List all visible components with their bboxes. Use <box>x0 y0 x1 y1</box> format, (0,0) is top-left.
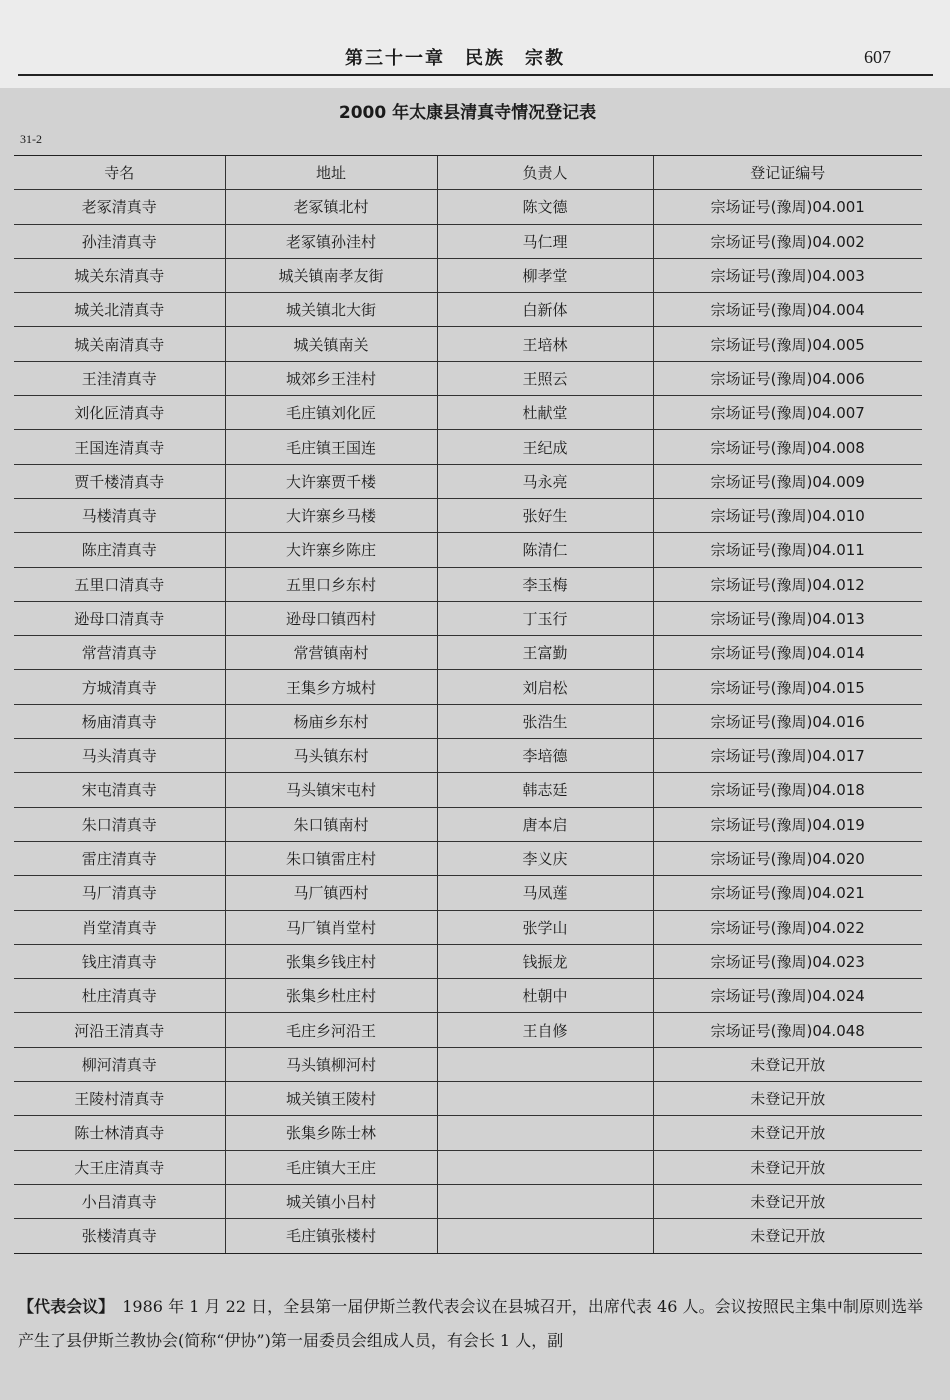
cell-address: 毛庄乡河沿王 <box>225 1013 437 1047</box>
cell-person-in-charge: 陈清仁 <box>437 533 653 567</box>
cell-certificate-number: 宗场证号(豫周)04.011 <box>653 533 922 567</box>
table-row <box>14 361 922 395</box>
table-row <box>14 293 922 327</box>
cell-certificate-number: 未登记开放 <box>653 1116 922 1150</box>
cell-mosque-name: 杨庙清真寺 <box>14 704 225 738</box>
cell-person-in-charge: 马永亮 <box>437 464 653 498</box>
cell-certificate-number: 宗场证号(豫周)04.018 <box>653 773 922 807</box>
cell-mosque-name: 五里口清真寺 <box>14 567 225 601</box>
cell-certificate-number: 宗场证号(豫周)04.014 <box>653 636 922 670</box>
cell-person-in-charge: 王照云 <box>437 361 653 395</box>
cell-certificate-number: 宗场证号(豫周)04.023 <box>653 944 922 978</box>
cell-person-in-charge: 钱振龙 <box>437 944 653 978</box>
cell-mosque-name: 雷庄清真寺 <box>14 841 225 875</box>
table-number: 31-2 <box>20 132 42 146</box>
table-row <box>14 533 922 567</box>
cell-mosque-name: 老冢清真寺 <box>14 190 225 224</box>
cell-certificate-number: 宗场证号(豫周)04.003 <box>653 258 922 292</box>
cell-person-in-charge: 杜献堂 <box>437 396 653 430</box>
cell-address: 张集乡钱庄村 <box>225 944 437 978</box>
table-row <box>14 1219 922 1253</box>
cell-person-in-charge: 丁玉行 <box>437 601 653 635</box>
cell-mosque-name: 杜庄清真寺 <box>14 979 225 1013</box>
cell-certificate-number: 未登记开放 <box>653 1219 922 1253</box>
table-row <box>14 1184 922 1218</box>
cell-person-in-charge: 王培林 <box>437 327 653 361</box>
cell-certificate-number: 宗场证号(豫周)04.006 <box>653 361 922 395</box>
table-row <box>14 396 922 430</box>
cell-mosque-name: 肖堂清真寺 <box>14 910 225 944</box>
cell-person-in-charge: 唐本启 <box>437 807 653 841</box>
cell-person-in-charge <box>437 1184 653 1218</box>
cell-address: 毛庄镇大王庄 <box>225 1150 437 1184</box>
cell-mosque-name: 城关南清真寺 <box>14 327 225 361</box>
cell-address: 城关镇南关 <box>225 327 437 361</box>
cell-mosque-name: 贾千楼清真寺 <box>14 464 225 498</box>
cell-certificate-number: 未登记开放 <box>653 1082 922 1116</box>
cell-address: 马头镇宋屯村 <box>225 773 437 807</box>
chapter-heading: 第三十一章 民族 宗教 <box>345 48 565 69</box>
table-row <box>14 979 922 1013</box>
cell-certificate-number: 宗场证号(豫周)04.021 <box>653 876 922 910</box>
table-row <box>14 464 922 498</box>
cell-address: 老冢镇孙洼村 <box>225 224 437 258</box>
cell-mosque-name: 城关东清真寺 <box>14 258 225 292</box>
cell-person-in-charge: 白新体 <box>437 293 653 327</box>
cell-certificate-number: 宗场证号(豫周)04.001 <box>653 190 922 224</box>
table-header-row <box>14 156 922 190</box>
cell-address: 大许寨乡陈庄 <box>225 533 437 567</box>
table-title: 2000 年太康县清真寺情况登记表 <box>338 103 597 123</box>
table-row <box>14 190 922 224</box>
table-row <box>14 910 922 944</box>
cell-address: 常营镇南村 <box>225 636 437 670</box>
table-row <box>14 807 922 841</box>
cell-address: 马厂镇西村 <box>225 876 437 910</box>
cell-address: 毛庄镇刘化匠 <box>225 396 437 430</box>
cell-mosque-name: 王陵村清真寺 <box>14 1082 225 1116</box>
cell-mosque-name: 城关北清真寺 <box>14 293 225 327</box>
cell-person-in-charge: 刘启松 <box>437 670 653 704</box>
cell-address: 大许寨贾千楼 <box>225 464 437 498</box>
cell-address: 朱口镇南村 <box>225 807 437 841</box>
column-header-address: 地址 <box>225 156 437 190</box>
table-row <box>14 1082 922 1116</box>
cell-person-in-charge <box>437 1116 653 1150</box>
cell-certificate-number: 宗场证号(豫周)04.004 <box>653 293 922 327</box>
cell-person-in-charge: 马凤莲 <box>437 876 653 910</box>
cell-certificate-number: 宗场证号(豫周)04.007 <box>653 396 922 430</box>
cell-address: 城关镇王陵村 <box>225 1082 437 1116</box>
cell-person-in-charge: 柳孝堂 <box>437 258 653 292</box>
cell-address: 老冢镇北村 <box>225 190 437 224</box>
table-row <box>14 636 922 670</box>
cell-address: 杨庙乡东村 <box>225 704 437 738</box>
cell-mosque-name: 马厂清真寺 <box>14 876 225 910</box>
table-row <box>14 1047 922 1081</box>
cell-address: 张集乡杜庄村 <box>225 979 437 1013</box>
table-row <box>14 670 922 704</box>
cell-address: 五里口乡东村 <box>225 567 437 601</box>
table-row <box>14 498 922 532</box>
paragraph-lead: 【代表会议】 <box>18 1297 107 1316</box>
cell-certificate-number: 宗场证号(豫周)04.008 <box>653 430 922 464</box>
cell-person-in-charge: 马仁理 <box>437 224 653 258</box>
cell-mosque-name: 逊母口清真寺 <box>14 601 225 635</box>
cell-address: 城关镇北大街 <box>225 293 437 327</box>
table-row <box>14 1013 922 1047</box>
cell-mosque-name: 马楼清真寺 <box>14 498 225 532</box>
mosque-registry-table <box>14 155 922 1254</box>
cell-certificate-number: 宗场证号(豫周)04.015 <box>653 670 922 704</box>
cell-address: 马头镇柳河村 <box>225 1047 437 1081</box>
table-row <box>14 224 922 258</box>
cell-person-in-charge: 张学山 <box>437 910 653 944</box>
cell-mosque-name: 大王庄清真寺 <box>14 1150 225 1184</box>
cell-person-in-charge: 王富勤 <box>437 636 653 670</box>
cell-address: 张集乡陈士林 <box>225 1116 437 1150</box>
page-number: 607 <box>864 47 891 67</box>
table-row <box>14 841 922 875</box>
cell-mosque-name: 朱口清真寺 <box>14 807 225 841</box>
body-paragraph <box>18 1290 923 1358</box>
cell-person-in-charge: 韩志廷 <box>437 773 653 807</box>
cell-certificate-number: 宗场证号(豫周)04.002 <box>653 224 922 258</box>
cell-certificate-number: 未登记开放 <box>653 1184 922 1218</box>
cell-mosque-name: 柳河清真寺 <box>14 1047 225 1081</box>
cell-address: 毛庄镇张楼村 <box>225 1219 437 1253</box>
cell-mosque-name: 孙洼清真寺 <box>14 224 225 258</box>
column-header-name: 寺名 <box>14 156 225 190</box>
table-row <box>14 773 922 807</box>
cell-certificate-number: 宗场证号(豫周)04.009 <box>653 464 922 498</box>
cell-address: 朱口镇雷庄村 <box>225 841 437 875</box>
cell-mosque-name: 刘化匠清真寺 <box>14 396 225 430</box>
cell-mosque-name: 小吕清真寺 <box>14 1184 225 1218</box>
table-row <box>14 1116 922 1150</box>
cell-person-in-charge: 王纪成 <box>437 430 653 464</box>
cell-certificate-number: 未登记开放 <box>653 1150 922 1184</box>
cell-person-in-charge <box>437 1082 653 1116</box>
cell-address: 马厂镇肖堂村 <box>225 910 437 944</box>
cell-mosque-name: 方城清真寺 <box>14 670 225 704</box>
cell-person-in-charge: 李义庆 <box>437 841 653 875</box>
cell-mosque-name: 陈士林清真寺 <box>14 1116 225 1150</box>
cell-mosque-name: 河沿王清真寺 <box>14 1013 225 1047</box>
cell-mosque-name: 马头清真寺 <box>14 739 225 773</box>
cell-address: 城关镇南孝友街 <box>225 258 437 292</box>
cell-person-in-charge <box>437 1219 653 1253</box>
cell-person-in-charge <box>437 1047 653 1081</box>
cell-certificate-number: 宗场证号(豫周)04.024 <box>653 979 922 1013</box>
cell-address: 城关镇小吕村 <box>225 1184 437 1218</box>
cell-person-in-charge: 陈文德 <box>437 190 653 224</box>
table-row <box>14 327 922 361</box>
cell-person-in-charge: 李玉梅 <box>437 567 653 601</box>
cell-mosque-name: 宋屯清真寺 <box>14 773 225 807</box>
cell-person-in-charge: 张浩生 <box>437 704 653 738</box>
cell-certificate-number: 未登记开放 <box>653 1047 922 1081</box>
cell-mosque-name: 常营清真寺 <box>14 636 225 670</box>
cell-person-in-charge: 王自修 <box>437 1013 653 1047</box>
table-row <box>14 430 922 464</box>
cell-certificate-number: 宗场证号(豫周)04.019 <box>653 807 922 841</box>
cell-certificate-number: 宗场证号(豫周)04.012 <box>653 567 922 601</box>
cell-person-in-charge: 杜朝中 <box>437 979 653 1013</box>
cell-mosque-name: 钱庄清真寺 <box>14 944 225 978</box>
cell-certificate-number: 宗场证号(豫周)04.048 <box>653 1013 922 1047</box>
cell-address: 毛庄镇王国连 <box>225 430 437 464</box>
cell-certificate-number: 宗场证号(豫周)04.013 <box>653 601 922 635</box>
cell-mosque-name: 王洼清真寺 <box>14 361 225 395</box>
cell-certificate-number: 宗场证号(豫周)04.022 <box>653 910 922 944</box>
table-row <box>14 704 922 738</box>
header-divider <box>18 74 933 76</box>
cell-certificate-number: 宗场证号(豫周)04.010 <box>653 498 922 532</box>
table-row <box>14 601 922 635</box>
cell-certificate-number: 宗场证号(豫周)04.020 <box>653 841 922 875</box>
cell-address: 城郊乡王洼村 <box>225 361 437 395</box>
cell-address: 大许寨乡马楼 <box>225 498 437 532</box>
cell-person-in-charge <box>437 1150 653 1184</box>
cell-mosque-name: 张楼清真寺 <box>14 1219 225 1253</box>
paragraph-text: 1986 年 1 月 22 日，全县第一届伊斯兰教代表会议在县城召开，出席代表 46 人。会议按照民主集中制原则选举产生了县伊斯兰教协会(简称“伊协”)第一届委员会组成人员，有会长 1 人，副 <box>18 1297 923 1350</box>
column-header-person: 负责人 <box>437 156 653 190</box>
column-header-cert: 登记证编号 <box>653 156 922 190</box>
table-row <box>14 876 922 910</box>
cell-mosque-name: 陈庄清真寺 <box>14 533 225 567</box>
cell-mosque-name: 王国连清真寺 <box>14 430 225 464</box>
cell-person-in-charge: 张好生 <box>437 498 653 532</box>
table-row <box>14 567 922 601</box>
table-row <box>14 739 922 773</box>
cell-address: 王集乡方城村 <box>225 670 437 704</box>
cell-certificate-number: 宗场证号(豫周)04.005 <box>653 327 922 361</box>
cell-address: 马头镇东村 <box>225 739 437 773</box>
table-row <box>14 258 922 292</box>
cell-certificate-number: 宗场证号(豫周)04.017 <box>653 739 922 773</box>
cell-person-in-charge: 李培德 <box>437 739 653 773</box>
cell-certificate-number: 宗场证号(豫周)04.016 <box>653 704 922 738</box>
table-row <box>14 944 922 978</box>
cell-address: 逊母口镇西村 <box>225 601 437 635</box>
table-row <box>14 1150 922 1184</box>
